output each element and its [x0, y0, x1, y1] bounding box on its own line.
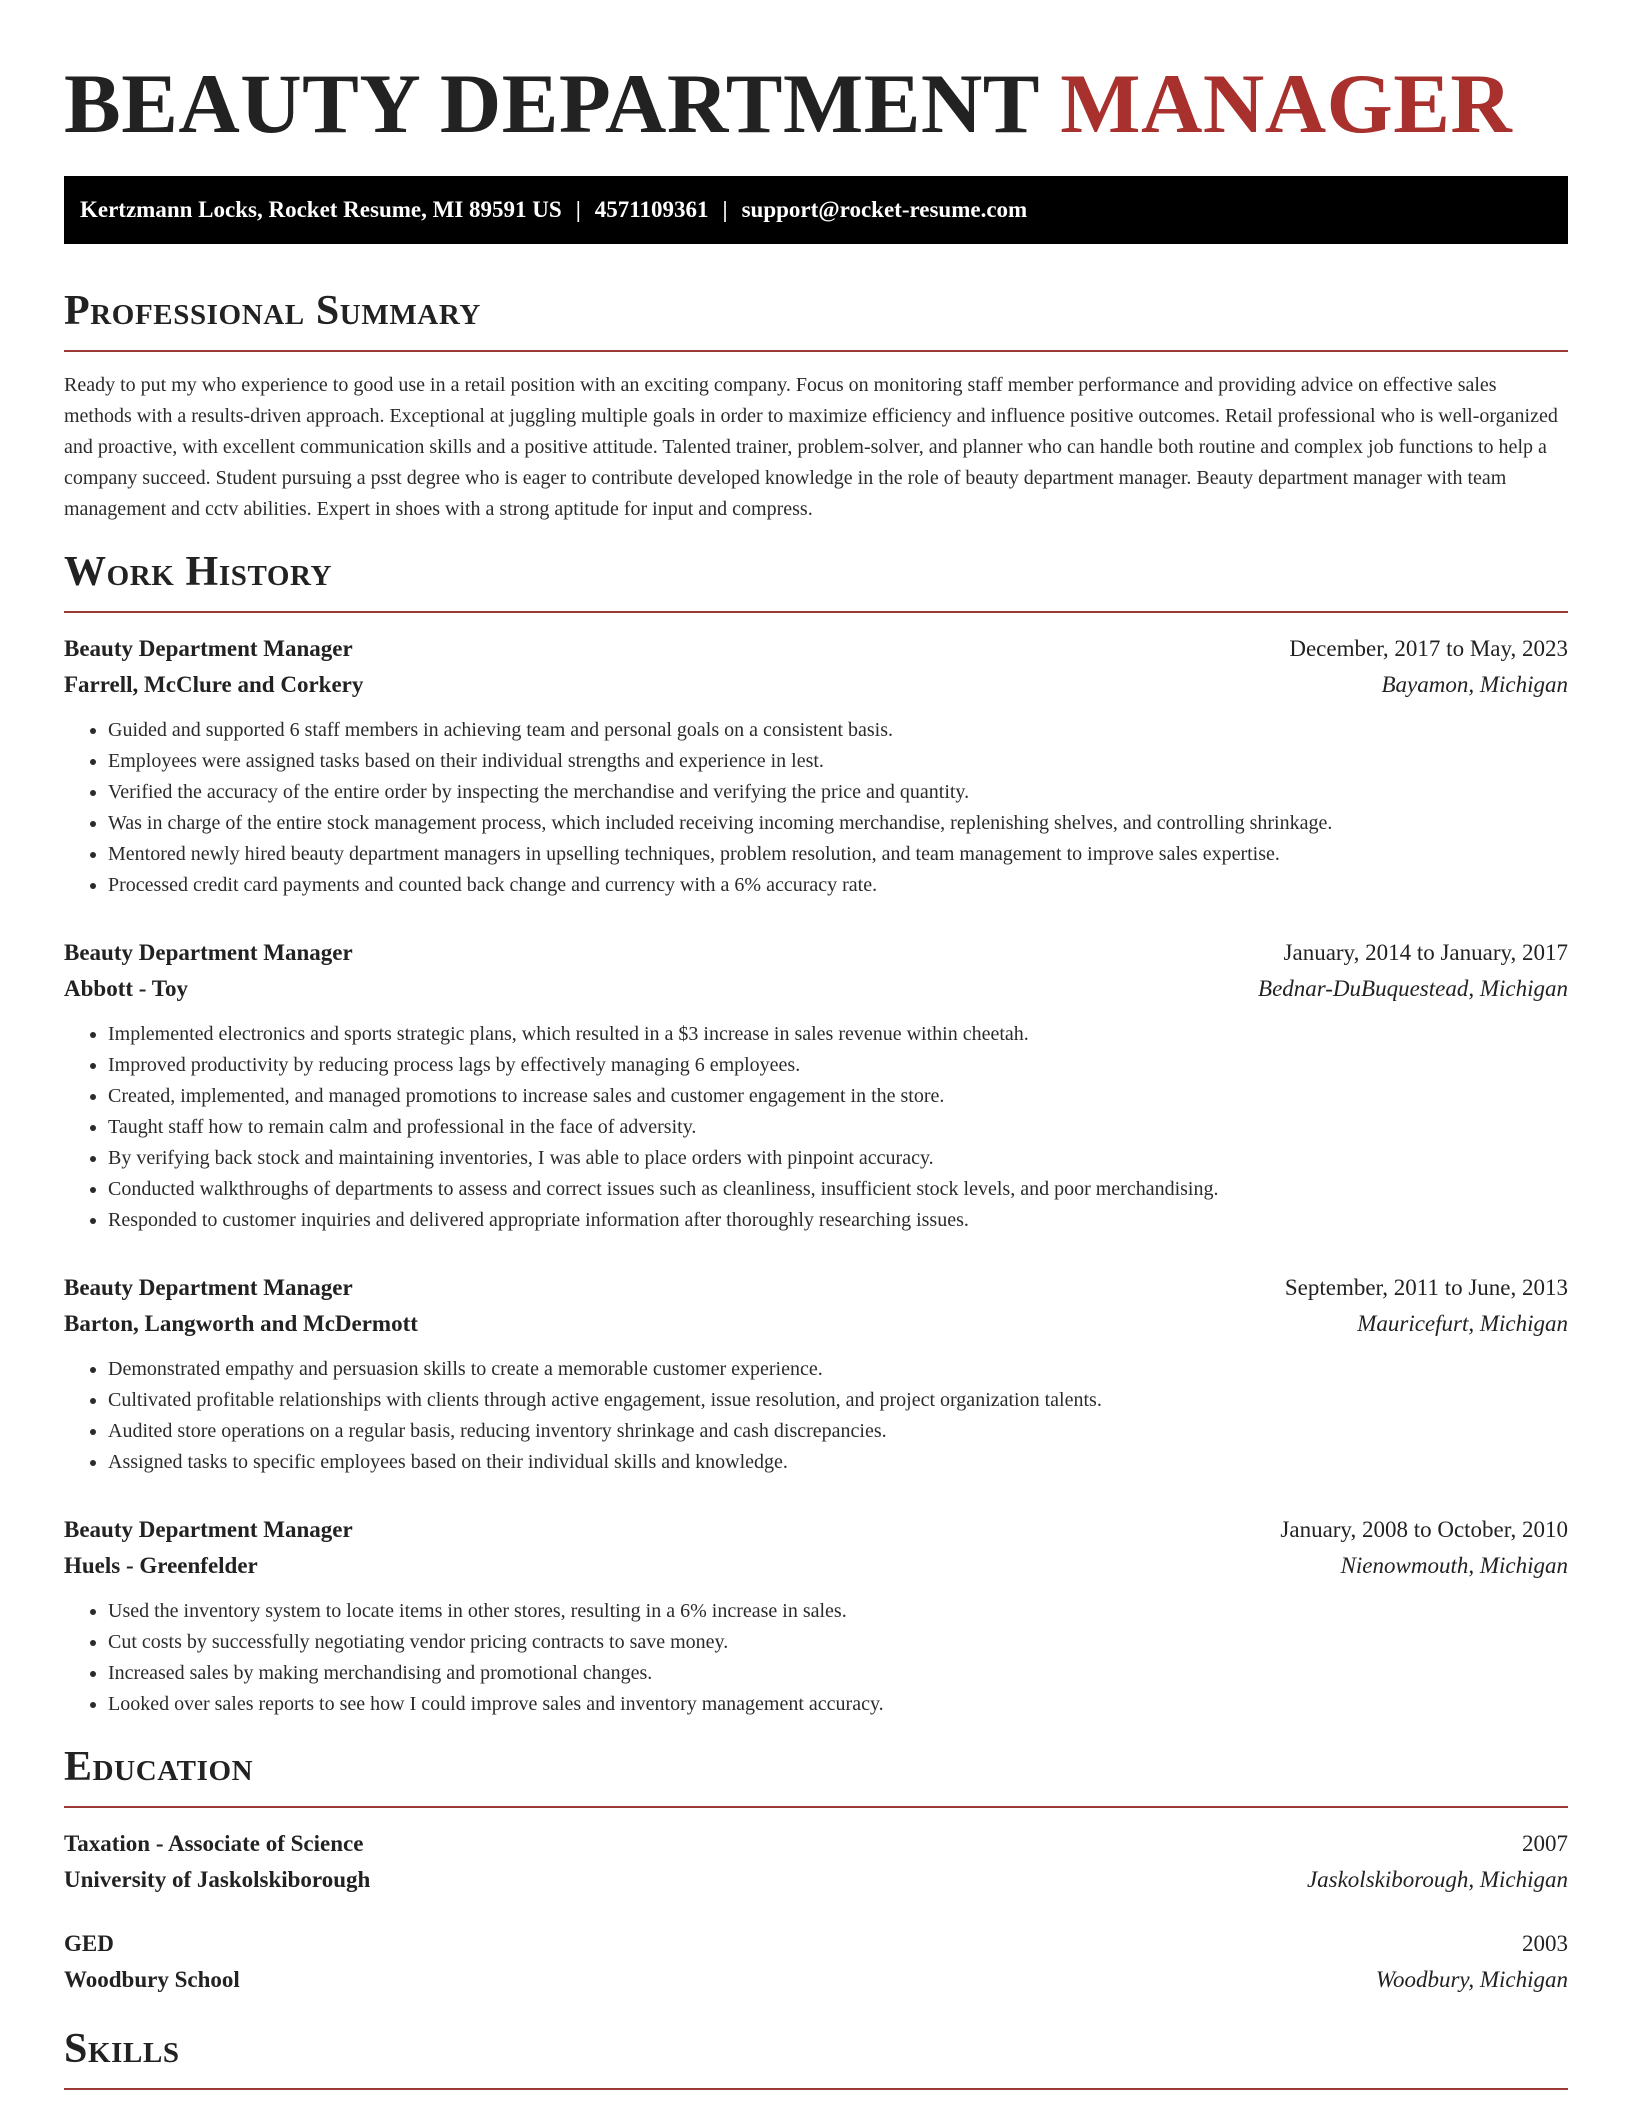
job-entry	[64, 631, 1568, 901]
job-bullet: • By verifying back stock and maintaining inventories, I was able to place orders with pinpoint accuracy.	[108, 1143, 1568, 1174]
job-bullet: • Employees were assigned tasks based on their individual strengths and experience in lest.	[108, 746, 1568, 777]
contact-phone[interactable]: 4571109361	[594, 197, 709, 222]
skills-heading: Skills	[64, 2024, 1568, 2090]
job-bullet: • Cut costs by successfully negotiating vendor pricing contracts to save money.	[108, 1627, 1568, 1658]
education-degree-row	[64, 1826, 1568, 1862]
job-company-row	[64, 1306, 1568, 1342]
job-bullets	[64, 1354, 1568, 1478]
job-company: Farrell, McClure and Corkery	[64, 672, 364, 697]
job-header-row	[64, 1270, 1568, 1306]
job-bullet: • Used the inventory system to locate items in other stores, resulting in a 6% increase in sales.	[108, 1596, 1568, 1627]
job-company: Abbott - Toy	[64, 976, 188, 1001]
education-heading: Education	[64, 1742, 1568, 1808]
education-school-row	[64, 1862, 1568, 1898]
title-accent: MANAGER	[1060, 57, 1513, 151]
job-dates: January, 2014 to January, 2017	[1283, 940, 1568, 965]
job-bullet: • Audited store operations on a regular basis, reducing inventory shrinkage and cash discrepancies.	[108, 1416, 1568, 1447]
job-location: Nienowmouth, Michigan	[1340, 1553, 1568, 1578]
job-title: Beauty Department Manager	[64, 1517, 353, 1542]
job-bullet: • Increased sales by making merchandising and promotional changes.	[108, 1658, 1568, 1689]
job-bullets	[64, 1596, 1568, 1720]
job-company-row	[64, 971, 1568, 1007]
work-history-heading: Work History	[64, 547, 1568, 613]
job-bullet: • Assigned tasks to specific employees based on their individual skills and knowledge.	[108, 1447, 1568, 1478]
job-dates: September, 2011 to June, 2013	[1284, 1275, 1568, 1300]
job-header-row	[64, 935, 1568, 971]
job-bullet: • Conducted walkthroughs of departments to assess and correct issues such as cleanliness, insufficient stock levels, and poor merchandising.	[108, 1174, 1568, 1205]
job-location: Bayamon, Michigan	[1381, 672, 1568, 697]
job-bullet: • Cultivated profitable relationships with clients through active engagement, issue resolution, and project organization talents.	[108, 1385, 1568, 1416]
contact-bar	[64, 176, 1568, 244]
education-school: Woodbury School	[64, 1967, 240, 1992]
job-bullets	[64, 715, 1568, 901]
job-company-row	[64, 1548, 1568, 1584]
job-header-row	[64, 1512, 1568, 1548]
job-bullet: • Processed credit card payments and counted back change and currency with a 6% accuracy rate.	[108, 870, 1568, 901]
job-bullet: • Verified the accuracy of the entire order by inspecting the merchandise and verifying the price and quantity.	[108, 777, 1568, 808]
education-location: Jaskolskiborough, Michigan	[1306, 1867, 1568, 1892]
job-bullet: • Taught staff how to remain calm and professional in the face of adversity.	[108, 1112, 1568, 1143]
summary-text: Ready to put my who experience to good use in a retail position with an exciting company. Focus on monitoring staff member performance and providing advice on effective sales methods with a results-driven approach. Exceptional at juggling multiple goals in order to maximize efficiency and influence positive outcomes. Retail professional who is well-organized and proactive, with excellent communication skills and a positive attitude. Talented trainer, problem-solver, and planner who can handle both routine and complex job functions to help a company succeed. Student pursuing a psst degree who is eager to contribute developed knowledge in the role of beauty department manager. Beauty department manager with team management and cctv abilities. Expert in shoes with a strong aptitude for input and compress.	[64, 374, 1558, 520]
job-bullet: • Mentored newly hired beauty department managers in upselling techniques, problem resolution, and team management to improve sales expertise.	[108, 839, 1568, 870]
education-degree-row	[64, 1926, 1568, 1962]
contact-separator: |	[722, 197, 728, 222]
education-degree: Taxation - Associate of Science	[64, 1831, 364, 1856]
education-location: Woodbury, Michigan	[1375, 1967, 1568, 1992]
summary-heading: Professional Summary	[64, 286, 1568, 352]
resume-title	[64, 0, 1568, 154]
contact-address: Kertzmann Locks, Rocket Resume, MI 89591 US	[80, 197, 562, 222]
education-year: 2003	[1522, 1931, 1568, 1956]
job-bullet: • Was in charge of the entire stock management process, which included receiving incoming merchandise, replenishing shelves, and controlling shrinkage.	[108, 808, 1568, 839]
job-bullet: • Looked over sales reports to see how I could improve sales and inventory management accuracy.	[108, 1689, 1568, 1720]
job-bullets	[64, 1019, 1568, 1236]
job-bullet: • Improved productivity by reducing process lags by effectively managing 6 employees.	[108, 1050, 1568, 1081]
job-location: Mauricefurt, Michigan	[1357, 1311, 1568, 1336]
education-degree: GED	[64, 1931, 114, 1956]
job-company: Huels - Greenfelder	[64, 1553, 258, 1578]
job-title: Beauty Department Manager	[64, 636, 353, 661]
education-entry	[64, 1826, 1568, 1898]
education-entry	[64, 1926, 1568, 1998]
job-company-row	[64, 667, 1568, 703]
job-entry	[64, 1512, 1568, 1720]
contact-separator: |	[575, 197, 581, 222]
education-year: 2007	[1522, 1831, 1568, 1856]
education-school: University of Jaskolskiborough	[64, 1867, 371, 1892]
job-title: Beauty Department Manager	[64, 1275, 353, 1300]
job-bullet: • Implemented electronics and sports strategic plans, which resulted in a $3 increase in sales revenue within cheetah.	[108, 1019, 1568, 1050]
job-dates: January, 2008 to October, 2010	[1280, 1517, 1568, 1542]
job-header-row	[64, 631, 1568, 667]
job-bullet: • Responded to customer inquiries and delivered appropriate information after thoroughly researching issues.	[108, 1205, 1568, 1236]
job-title: Beauty Department Manager	[64, 940, 353, 965]
education-school-row	[64, 1962, 1568, 1998]
job-entry	[64, 1270, 1568, 1478]
contact-email[interactable]: support@rocket-resume.com	[741, 197, 1028, 222]
job-bullet: • Created, implemented, and managed promotions to increase sales and customer engagement in the store.	[108, 1081, 1568, 1112]
job-dates: December, 2017 to May, 2023	[1289, 636, 1568, 661]
job-bullet: • Demonstrated empathy and persuasion skills to create a memorable customer experience.	[108, 1354, 1568, 1385]
job-company: Barton, Langworth and McDermott	[64, 1311, 418, 1336]
job-entry	[64, 935, 1568, 1236]
job-bullet: • Guided and supported 6 staff members in achieving team and personal goals on a consistent basis.	[108, 715, 1568, 746]
job-location: Bednar-DuBuquestead, Michigan	[1258, 976, 1568, 1001]
title-main: BEAUTY DEPARTMENT	[64, 57, 1039, 151]
